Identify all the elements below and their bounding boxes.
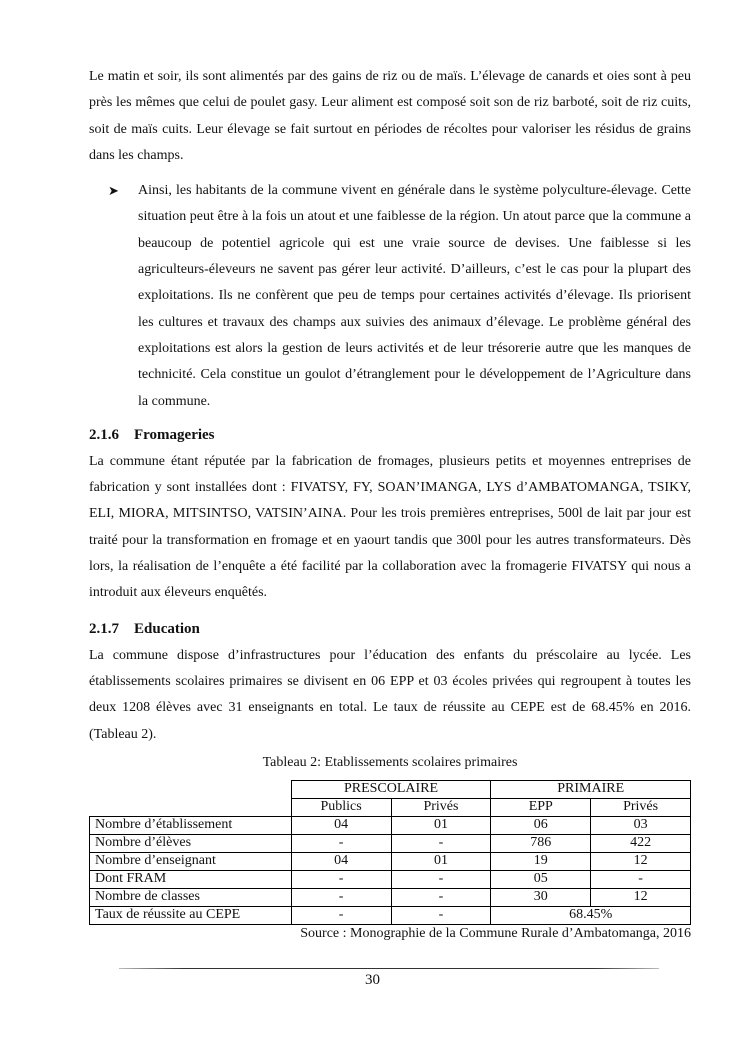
table-cell: -	[291, 906, 391, 924]
table-row	[90, 834, 691, 852]
table-caption: Tableau 2: Etablissements scolaires primaires	[262, 754, 518, 770]
intro-paragraph: Le matin et soir, ils sont alimentés par des gains de riz ou de maïs. L’élevage de canards et oies sont à peu près les mêmes que celui de poulet gasy. Leur aliment est composé soit son de riz barboté, soit de riz cuits, soit de maïs cuits. Leur élevage se fait surtout en périodes de récoltes pour valoriser les résidus de grains dans les champs.	[89, 69, 691, 163]
table-cell: -	[391, 906, 491, 924]
table-cell: 04	[291, 816, 391, 834]
table-row	[90, 906, 691, 924]
row-label: Dont FRAM	[90, 870, 292, 888]
table-row	[90, 888, 691, 906]
table-cell: -	[291, 870, 391, 888]
table-cell: 01	[391, 852, 491, 870]
page-number: 30	[365, 972, 380, 988]
table-cell: -	[291, 834, 391, 852]
table-cell: 12	[591, 888, 691, 906]
arrow-bullet-icon: ➤	[108, 183, 119, 199]
education-paragraph: La commune dispose d’infrastructures pour l’éducation des enfants du préscolaire au lycée. Les établissements scolaires primaires se divisent en 06 EPP et 03 écoles privées qui regroupent à toutes les deux 1208 élèves avec 31 enseignants en total. Le taux de réussite au CEPE est de 68.45% en 2016. (Tableau 2).	[89, 647, 691, 742]
footer-divider	[119, 968, 659, 969]
bullet-text: Ainsi, les habitants de la commune vivent en générale dans le système polyculture-élevage. Cette situation peut être à la fois un atout et une faiblesse de la région. Un atout parce que la commune a beaucoup de potentiel agricole qui est une vraie source de devises. Une faiblesse si les agriculteurs-éleveurs ne savent pas gérer leur activité. D’ailleurs, c’est le cas pour la plupart des exploitations. Ils ne confèrent que peu de temps pour certaines activités d’élevage. Ils priorisent les cultures et travaux des champs aux suivies des animaux d’élevage. Le problème général des exploitations est alors la gestion de leurs activités et de leur trésorerie autre que les manques de technicité. Cela constitue un goulot d’étranglement pour le développement de l’Agriculture dans la commune.	[138, 183, 691, 409]
table-row	[90, 852, 691, 870]
table-cell-merged: 68.45%	[491, 906, 691, 924]
table-cell: 30	[491, 888, 591, 906]
table-cell: -	[391, 888, 491, 906]
sub-header: Publics	[291, 798, 391, 816]
section-title: Fromageries	[134, 426, 215, 443]
sub-header: Privés	[591, 798, 691, 816]
table-corner	[90, 780, 292, 798]
schools-table	[89, 780, 691, 925]
table-cell: 19	[491, 852, 591, 870]
table-cell: -	[291, 888, 391, 906]
table-corner	[90, 798, 292, 816]
table-row	[90, 816, 691, 834]
table-cell: 06	[491, 816, 591, 834]
table-cell: 12	[591, 852, 691, 870]
fromageries-paragraph: La commune étant réputée par la fabrication de fromages, plusieurs petits et moyennes entreprises de fabrication y sont installées dont : FIVATSY, FY, SOAN’IMANGA, LYS d’AMBATOMANGA, TSIKY, ELI, MIORA, MITSINTSO, VATSIN’AINA. Pour les trois premières entreprises, 500l de lait par jour est traité pour la transformation en fromage et en yaourt tandis que 300l pour les autres transformateurs. Dès lors, la réalisation de l’enquête a été facilité par la collaboration avec la fromagerie FIVATSY qui nous a introduit aux éleveurs enquêtés.	[89, 453, 691, 601]
sub-header: Privés	[391, 798, 491, 816]
table-cell: 422	[591, 834, 691, 852]
section-number: 2.1.7	[89, 620, 119, 637]
table-cell: 04	[291, 852, 391, 870]
row-label: Nombre de classes	[90, 888, 292, 906]
table-group-header-row	[90, 780, 691, 798]
page-content	[89, 64, 691, 943]
table-cell: -	[391, 834, 491, 852]
row-label: Nombre d’enseignant	[90, 852, 292, 870]
bullet-item	[108, 178, 691, 415]
table-cell: 03	[591, 816, 691, 834]
table-cell: -	[391, 870, 491, 888]
table-cell: 01	[391, 816, 491, 834]
group-header-primaire: PRIMAIRE	[491, 780, 691, 798]
table-cell: 05	[491, 870, 591, 888]
table-sub-header-row	[90, 798, 691, 816]
heading-fromageries	[89, 423, 691, 447]
table-cell: -	[591, 870, 691, 888]
section-number: 2.1.6	[89, 426, 119, 443]
sub-header: EPP	[491, 798, 591, 816]
row-label: Nombre d’établissement	[90, 816, 292, 834]
row-label: Taux de réussite au CEPE	[90, 906, 292, 924]
table-source: Source : Monographie de la Commune Rurale d’Ambatomanga, 2016	[300, 925, 691, 941]
section-title: Education	[134, 620, 200, 637]
table-row	[90, 870, 691, 888]
row-label: Nombre d’élèves	[90, 834, 292, 852]
heading-education	[89, 617, 691, 641]
table-cell: 786	[491, 834, 591, 852]
group-header-prescolaire: PRESCOLAIRE	[291, 780, 491, 798]
